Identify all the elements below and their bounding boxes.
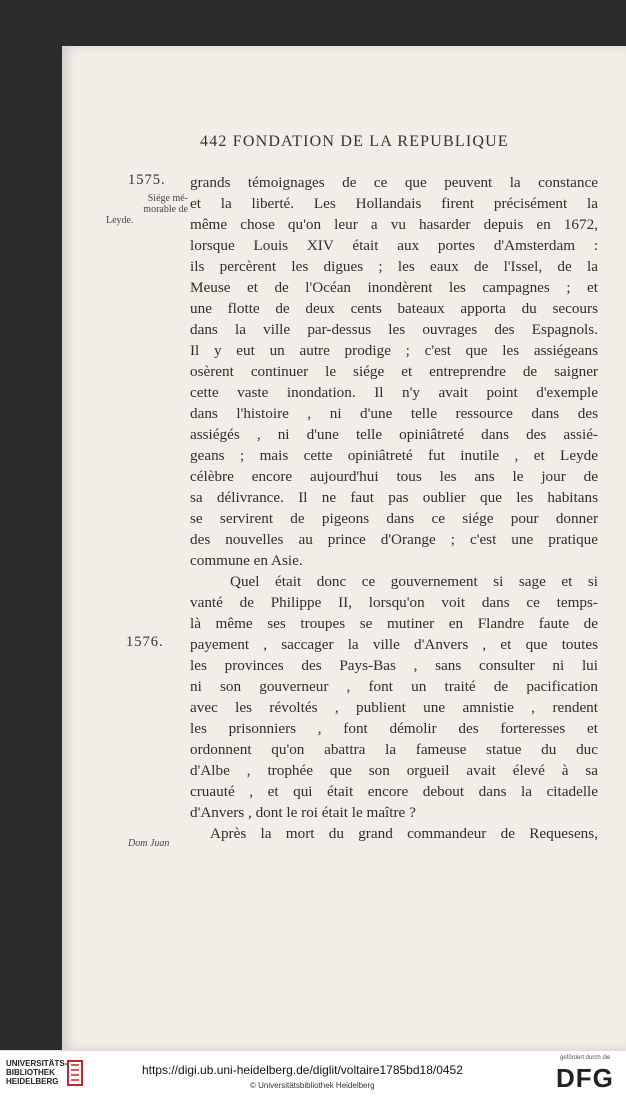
library-emblem-icon <box>66 1059 84 1087</box>
text-line: cette vaste inondation. Il n'y avait point d'exemple <box>190 384 598 401</box>
text-line: ordonnent qu'on abattra la fameuse statue du duc <box>190 741 598 758</box>
text-line: Quel était donc ce gouvernement si sage et si <box>230 573 598 590</box>
text-line: Il y eut un autre prodige ; c'est que les assiégeans <box>190 342 598 359</box>
library-logo: UNIVERSITÄTS-BIBLIOTHEK HEIDELBERG <box>6 1059 68 1086</box>
text-line: commune en Asie. <box>190 552 303 569</box>
text-line: dans l'histoire , ni d'une telle ressource dans des <box>190 405 598 422</box>
text-line: ils percèrent les digues ; les eaux de l'Issel, de la <box>190 258 598 275</box>
viewer-footer <box>0 1050 626 1098</box>
text-line: dans la ville par-dessus les ouvrages des Espagnols. <box>190 321 598 338</box>
text-line: d'Albe , trophée que son orgueil avait élevé à sa <box>190 762 598 779</box>
text-line: d'Anvers , dont le roi était le maître ? <box>190 804 416 821</box>
text-line: Meuse et de l'Océan inondèrent les campagnes ; et <box>190 279 598 296</box>
text-line: là même ses troupes se mutiner en Flandre faute de <box>190 615 598 632</box>
text-line: et la liberté. Les Hollandais firent précisément la <box>190 195 598 212</box>
text-line: assiégés , ni d'une telle opiniâtreté dans des assié- <box>190 426 598 443</box>
page-url-link[interactable]: https://digi.ub.uni-heidelberg.de/diglit/voltaire1785bd18/0452 <box>142 1063 463 1077</box>
text-line: se servirent de pigeons dans ce siége pour donner <box>190 510 598 527</box>
dfg-funding-note: gefördert durch die <box>560 1055 611 1061</box>
text-line: osèrent continuer le siége et entreprendre de saigner <box>190 363 598 380</box>
text-line: vanté de Philippe II, lorsqu'on voit dans ce temps- <box>190 594 598 611</box>
text-line: Après la mort du grand commandeur de Requesens, <box>210 825 598 842</box>
text-line: cruauté , et qui était encore debout dans la citadelle <box>190 783 598 800</box>
text-line: payement , saccager la ville d'Anvers , et que toutes <box>190 636 598 653</box>
running-header: 442 FONDATION DE LA REPUBLIQUE <box>200 133 509 150</box>
body-text <box>190 172 598 844</box>
text-line: les provinces des Pays-Bas , sans consulter ni lui <box>190 657 598 674</box>
text-line: avec les révoltés , publient une amnistie , rendent <box>190 699 598 716</box>
dfg-logo: DFG <box>556 1063 614 1093</box>
year-1576: 1576. <box>126 634 164 650</box>
copyright-notice: © Universitätsbibliothek Heidelberg <box>250 1081 375 1090</box>
year-1575: 1575. <box>128 172 166 188</box>
text-line: même chose qu'on leur a vu hasarder depuis en 1672, <box>190 216 598 233</box>
text-line: les prisonniers , font démolir des forteresses et <box>190 720 598 737</box>
text-line: grands témoignages de ce que peuvent la constance <box>190 174 598 191</box>
text-line: sa délivrance. Il ne faut pas oublier que les habitans <box>190 489 598 506</box>
text-line: ni son gouverneur , font un traité de pacification <box>190 678 598 695</box>
text-line: célèbre encore aujourd'hui tous les ans le jour de <box>190 468 598 485</box>
text-line: une flotte de deux cents bateaux apporta du secours <box>190 300 598 317</box>
margin-note-dom-juan: Dom Juan <box>128 838 170 849</box>
text-line: lorsque Louis XIV était aux portes d'Amsterdam : <box>190 237 598 254</box>
text-line: geans ; mais cette opiniâtreté fut inutile , et Leyde <box>190 447 598 464</box>
text-line: des nouvelles au prince d'Orange ; c'est une pratique <box>190 531 598 548</box>
margin-note-siege: Siége mé- morable de Leyde. <box>106 193 188 226</box>
